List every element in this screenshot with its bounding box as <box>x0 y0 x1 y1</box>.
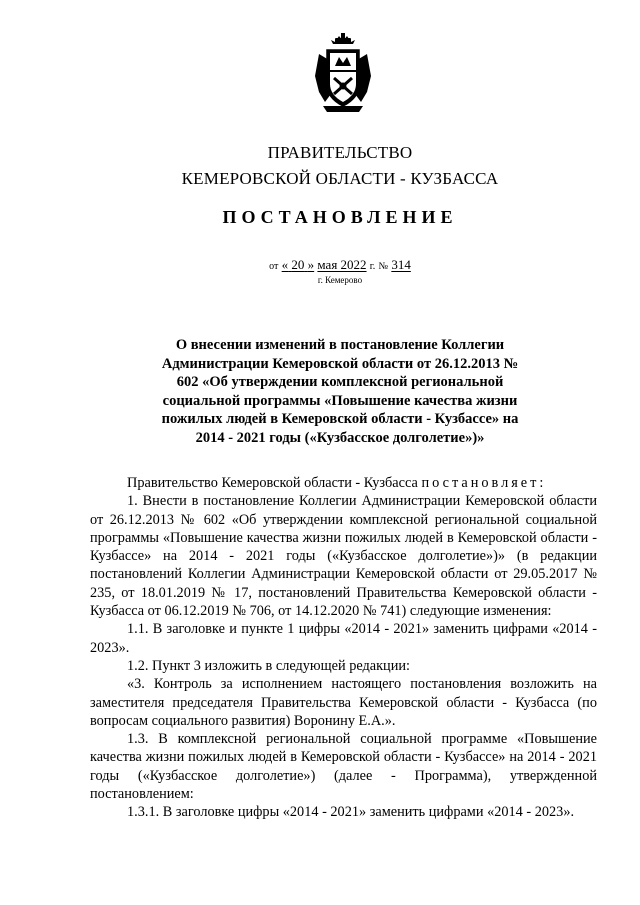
date-month-year: мая 2022 <box>317 257 367 272</box>
government-name-line1: ПРАВИТЕЛЬСТВО <box>267 143 413 162</box>
body-paragraph: 1.1. В заголовке и пункте 1 цифры «2014 - 2021» заменить цифрами «2014 - 2023». <box>90 621 597 656</box>
document-subject: О внесении изменений в постановление Коллегии Администрации Кемеровской области от 26.12.2013 № 602 «Об утверждении комплексной региональной социальной программы «Повышение качества жизни пожилых людей в Кемеровской области - Кузбассе» на 2014 - 2021 годы («Кузбасское долголетие»)» <box>161 337 519 446</box>
date-day: « 20 » <box>281 257 315 272</box>
date-from-label: от <box>269 261 279 272</box>
document-type-title: ПОСТАНОВЛЕНИЕ <box>222 207 458 227</box>
preamble-paragraph <box>90 474 597 492</box>
preamble-text: Правительство Кемеровской области - Кузбасса <box>127 475 418 491</box>
body-paragraph: 1. Внести в постановление Коллегии Администрации Кемеровской области от 26.12.2013 № 602 «Об утверждении комплексной региональной социальной программы «Повышение качества жизни пожилых людей в Кемеровской области - Кузбассе» на 2014 - 2021 годы («Кузбасское долголетие»)» (в редакции постановлений Коллегии Администрации Кемеровской области от 29.05.2017 № 235, от 18.01.2019 № 17, постановлений Правительства Кемеровской области - Кузбасса от 06.12.2019 № 706, от 14.12.2020 № 741) следующие изменения: <box>90 493 597 620</box>
date-year-suffix: г. <box>369 261 376 272</box>
body-paragraph: 1.2. Пункт 3 изложить в следующей редакции: <box>127 657 410 674</box>
date-number-line <box>0 257 640 273</box>
document-body <box>90 474 597 822</box>
number-label: № <box>378 261 389 272</box>
body-paragraph: 1.3.1. В заголовке цифры «2014 - 2021» заменить цифрами «2014 - 2023». <box>127 804 575 821</box>
body-paragraph: «3. Контроль за исполнением настоящего постановления возложить на заместителя председателя Правительства Кемеровской области - Кузбасса (по вопросам социального развития) Воронину Е.А.». <box>90 676 597 729</box>
government-name-line2: КЕМЕРОВСКОЙ ОБЛАСТИ - КУЗБАССА <box>181 169 499 188</box>
kuzbass-coat-of-arms-icon <box>313 32 373 116</box>
city-label: г. Кемерово <box>317 275 363 285</box>
document-number: 314 <box>391 257 411 272</box>
resolves-word: постановляет: <box>421 475 547 491</box>
body-paragraph: 1.3. В комплексной региональной социальной программе «Повышение качества жизни пожилых людей в Кемеровской области - Кузбассе» на 2014 - 2021 годы («Кузбасское долголетие») (далее - Программа), утвержденной постановлением: <box>90 731 597 803</box>
